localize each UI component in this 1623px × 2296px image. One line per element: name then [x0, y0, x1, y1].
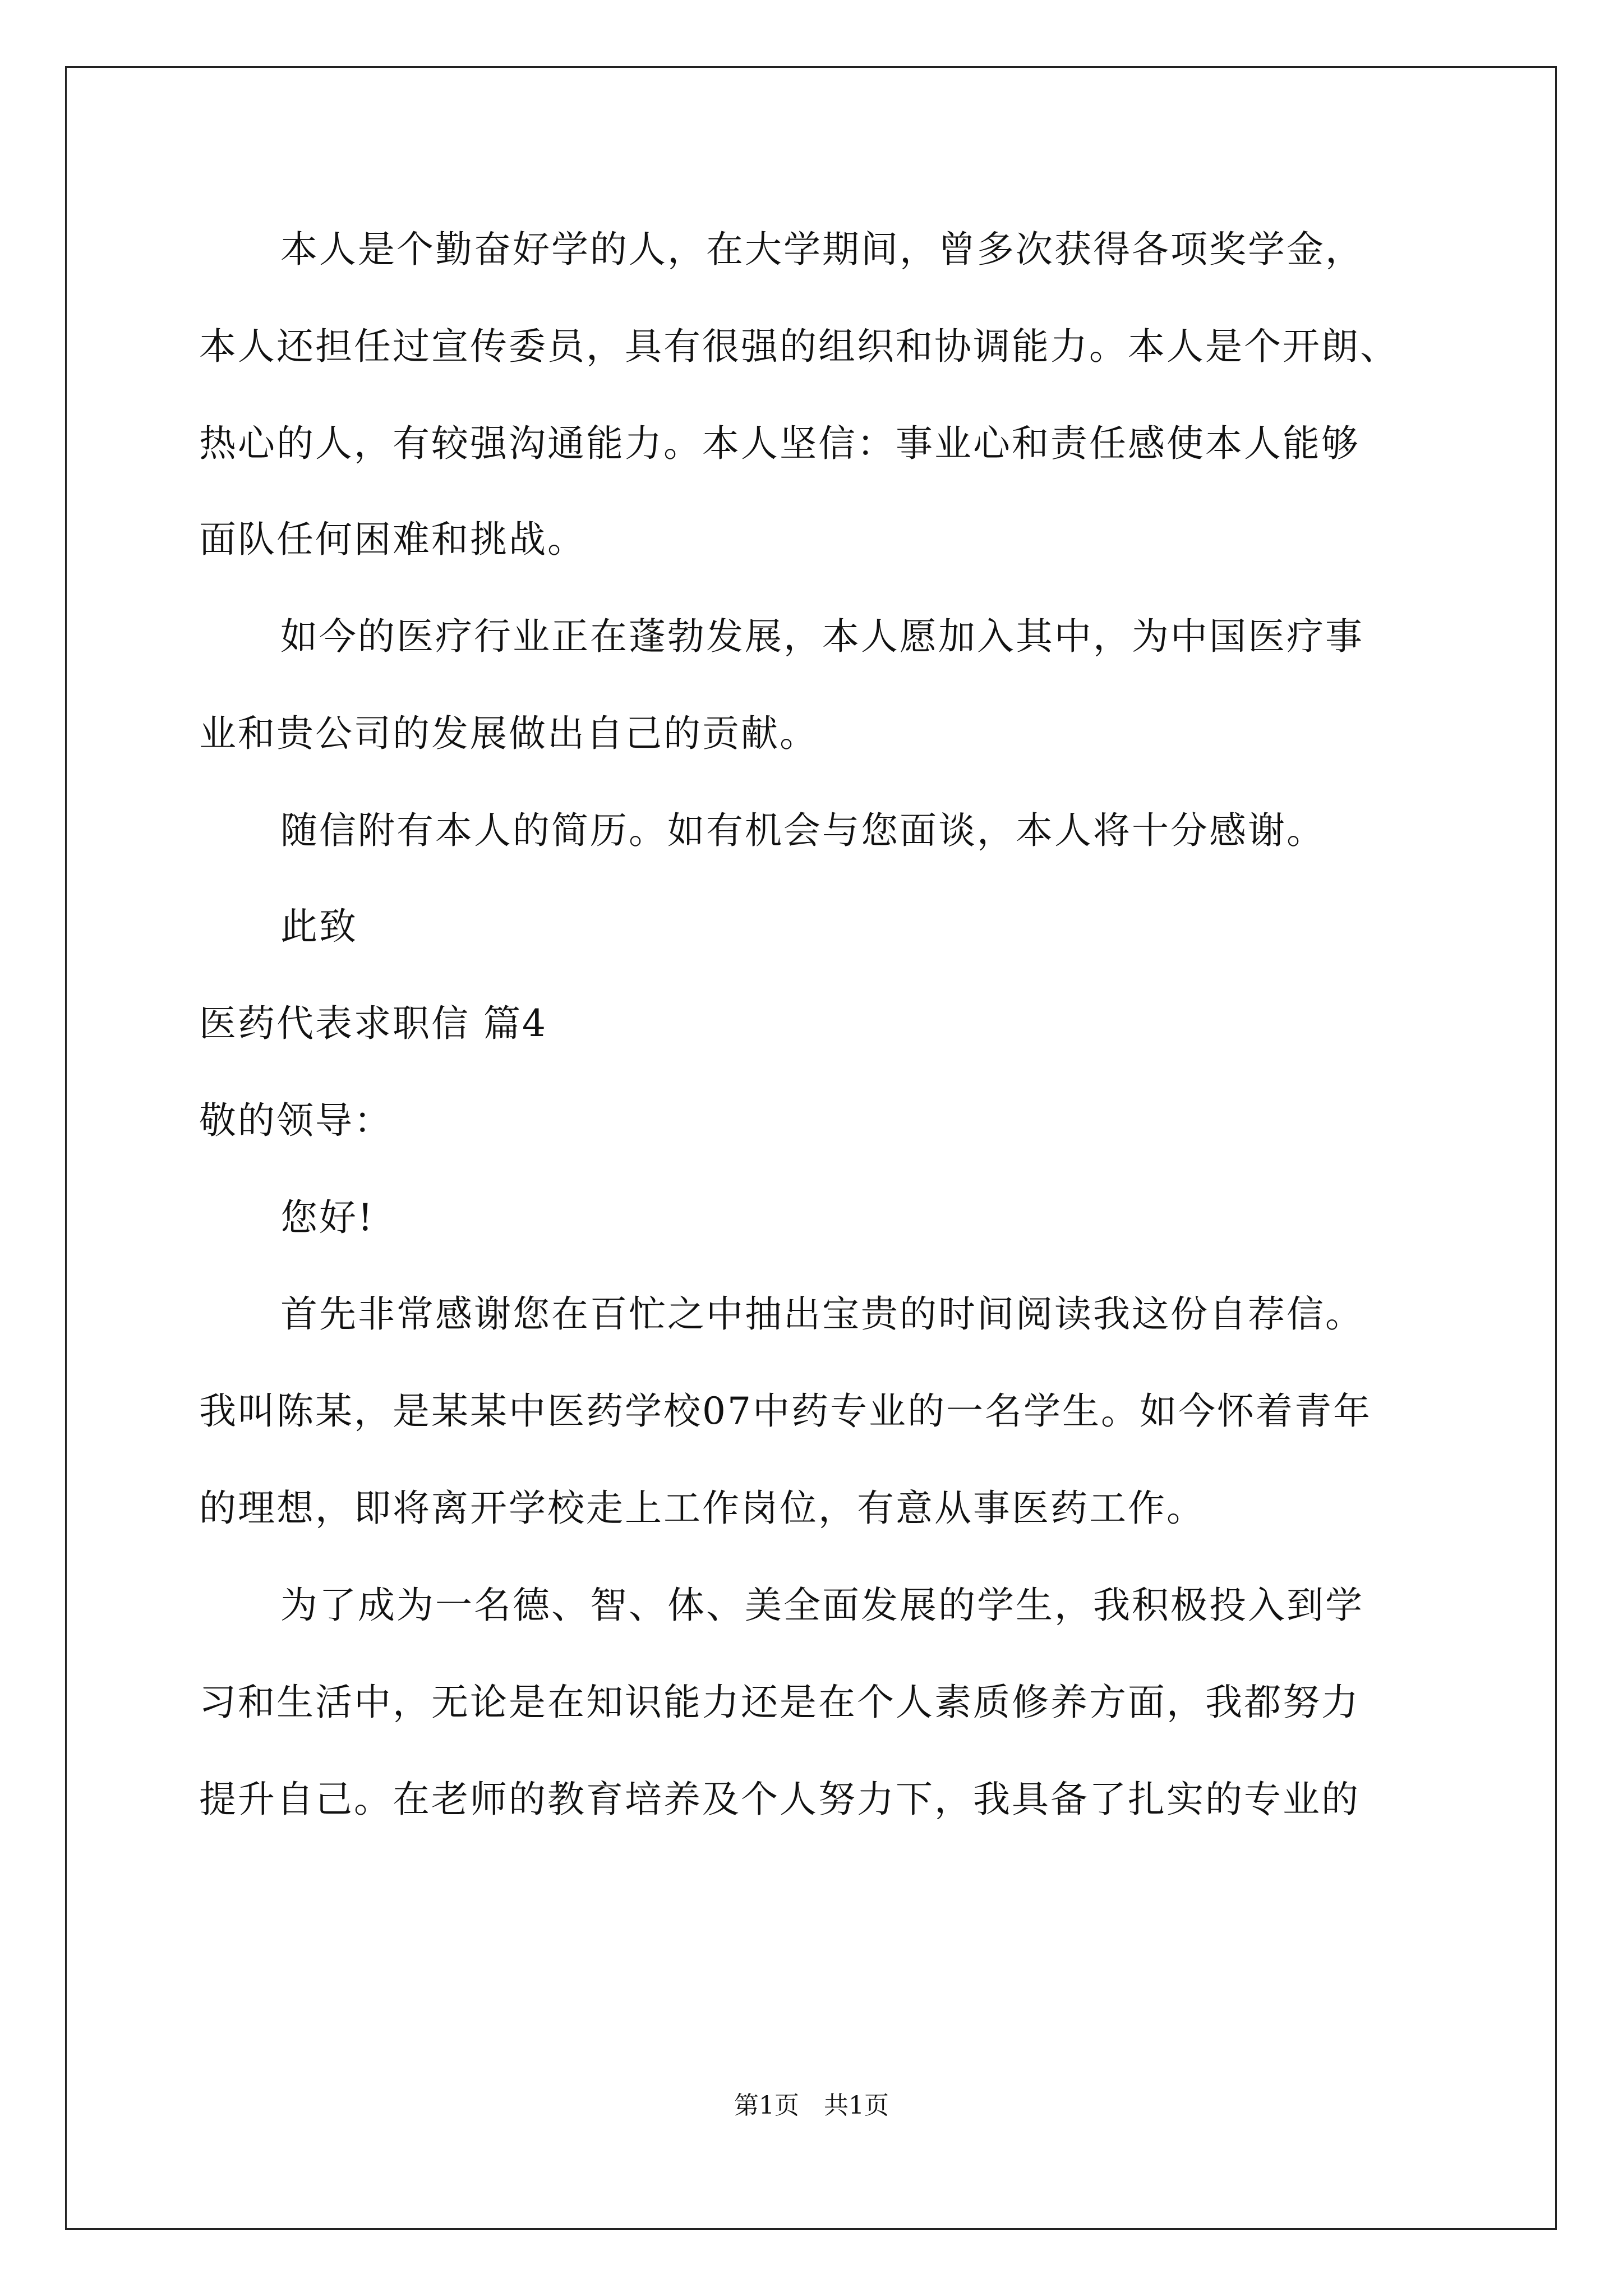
salutation: 敬的领导： [199, 1099, 393, 1142]
text-line: 热心的人，有较强沟通能力。本人坚信：事业心和责任感使本人能够 [199, 422, 1360, 465]
page-footer: 第1页 共1页 [734, 2091, 889, 2120]
text-line: 的理想，即将离开学校走上工作岗位，有意从事医药工作。 [199, 1487, 1205, 1530]
greeting: 您好! [280, 1196, 375, 1239]
text-line: 我叫陈某，是某某中医药学校07中药专业的一名学生。如今怀着青年 [199, 1389, 1372, 1433]
text-line: 业和贵公司的发展做出自己的贡献。 [199, 712, 818, 755]
text-line: 首先非常感谢您在百忙之中抽出宝贵的时间阅读我这份自荐信。 [280, 1292, 1364, 1336]
text-line: 面队任何困难和挑战。 [199, 518, 586, 561]
text-line: 本人是个勤奋好学的人，在大学期间，曾多次获得各项奖学金， [280, 228, 1364, 271]
text-line: 本人还担任过宣传委员，具有很强的组织和协调能力。本人是个开朗、 [199, 325, 1399, 368]
text-line: 此致 [280, 905, 358, 948]
text-line: 为了成为一名德、智、体、美全面发展的学生，我积极投入到学 [280, 1584, 1364, 1627]
text-line: 习和生活中，无论是在知识能力还是在个人素质修养方面，我都努力 [199, 1681, 1360, 1724]
text-line: 随信附有本人的简历。如有机会与您面谈，本人将十分感谢。 [280, 809, 1325, 852]
text-line: 如今的医疗行业正在蓬勃发展，本人愿加入其中，为中国医疗事 [280, 615, 1364, 658]
page-border [65, 66, 1557, 2230]
text-line: 提升自己。在老师的教育培养及个人努力下，我具备了扎实的专业的 [199, 1778, 1360, 1821]
section-heading: 医药代表求职信 篇4 [199, 1002, 547, 1045]
